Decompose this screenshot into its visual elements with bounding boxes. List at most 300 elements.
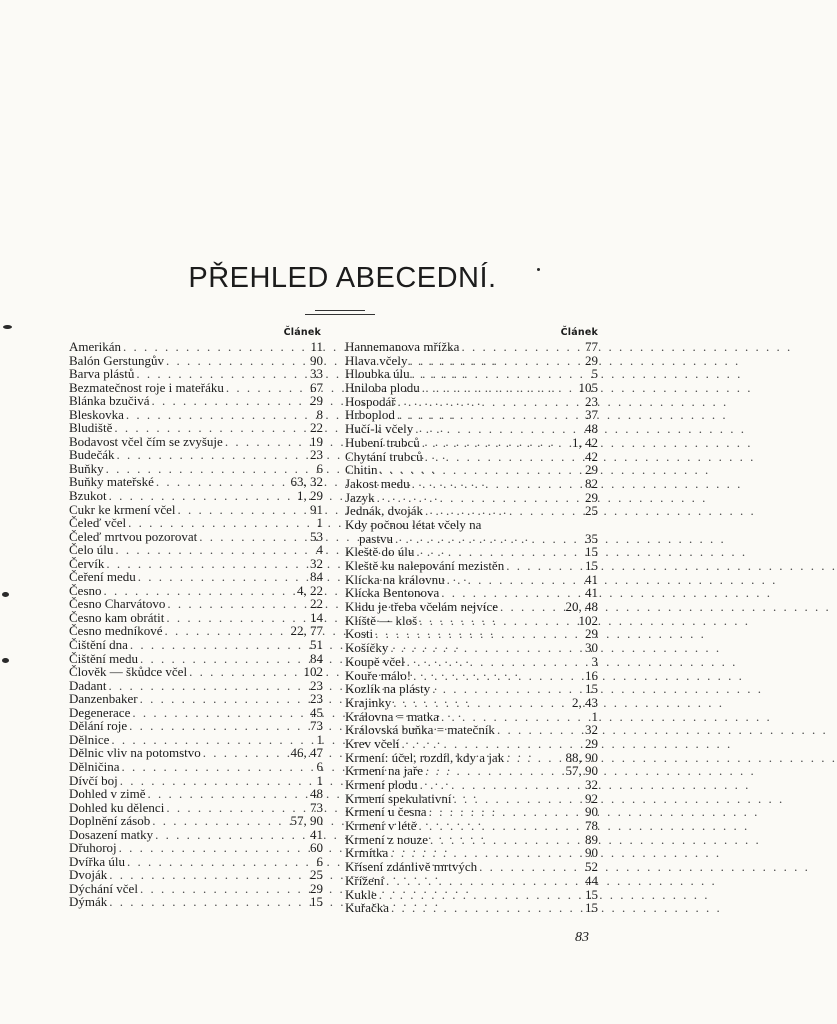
entry-article-ref: 57, 90 — [290, 813, 323, 829]
dot-leader — [150, 394, 308, 408]
entry-article-ref: 41 — [585, 585, 598, 601]
entry-term: Královská buňka = matečník — [345, 722, 495, 738]
entry-article-ref: 35 — [585, 530, 598, 546]
entry-article-ref: 44 — [585, 872, 598, 888]
index-entry — [345, 723, 598, 737]
entry-term: Dělnic vliv na potomstvo — [69, 745, 201, 761]
dot-leader — [428, 833, 582, 847]
index-entry — [345, 627, 598, 641]
index-entry — [69, 638, 323, 652]
entry-term: Bzukot — [69, 488, 107, 504]
entry-term: Kouře málo! — [345, 667, 412, 683]
dot-leader — [477, 860, 582, 874]
dot-leader — [396, 395, 582, 409]
entry-article-ref: 29 — [310, 393, 323, 409]
dot-leader — [407, 354, 582, 368]
entry-article-ref: 23 — [310, 677, 323, 693]
entry-article-ref: 48 — [310, 786, 323, 802]
entry-article-ref: 77 — [585, 339, 598, 354]
entry-article-ref: 29 — [585, 626, 598, 642]
index-entry — [69, 448, 323, 462]
entry-article-ref: 29 — [585, 735, 598, 751]
dot-leader — [138, 882, 307, 896]
dot-leader — [165, 597, 307, 611]
index-entry — [345, 901, 598, 915]
entry-article-ref: 90 — [310, 352, 323, 368]
dot-leader — [420, 436, 569, 450]
entry-term: Klidu je třeba včelám nejvíce — [345, 599, 499, 615]
index-entry — [69, 408, 323, 422]
entry-term: Koupě včel — [345, 653, 405, 669]
entry-term: Křísení zdánlivě mrtvých — [345, 859, 478, 875]
index-entry — [69, 421, 323, 435]
entry-article-ref: 105 — [578, 380, 598, 396]
index-entry — [345, 395, 598, 409]
entry-article-ref: 29 — [585, 489, 598, 505]
entry-term: pastvu — [359, 530, 393, 546]
entry-article-ref: 88, 90 — [565, 749, 598, 765]
entry-article-ref: 32 — [310, 555, 323, 571]
entry-term: Dělničina — [69, 758, 120, 774]
entry-term: Krmení z nouze — [345, 831, 429, 847]
dot-leader — [118, 774, 314, 788]
dot-leader — [445, 573, 582, 587]
entry-term: Doplnění zásob — [69, 813, 151, 829]
entry-term: Klíště — kloš — [345, 612, 418, 628]
dot-leader — [121, 340, 307, 354]
index-entry — [345, 477, 598, 491]
dot-leader — [102, 584, 295, 598]
dot-leader — [138, 652, 307, 666]
column-header: Článek — [560, 327, 598, 338]
entry-article-ref: 51 — [310, 637, 323, 653]
entry-term: Jazyk — [345, 489, 375, 505]
dot-leader — [128, 638, 307, 652]
entry-term: Barva plástů — [69, 366, 135, 382]
index-entry — [345, 819, 598, 833]
entry-article-ref: 22 — [310, 596, 323, 612]
index-entry — [69, 340, 323, 354]
index-entry — [69, 692, 323, 706]
entry-term: Košíčky — [345, 640, 389, 656]
entry-term: Danzenbaker — [69, 691, 138, 707]
index-entry — [69, 570, 323, 584]
index-entry — [69, 516, 323, 530]
entry-term: Dělnice — [69, 731, 110, 747]
dot-leader — [439, 710, 589, 724]
entry-term: Červík — [69, 555, 105, 571]
entry-article-ref: 41 — [310, 826, 323, 842]
dot-leader — [413, 422, 582, 436]
dot-leader — [125, 855, 314, 869]
index-entry — [345, 573, 598, 587]
entry-term: Bleskovka — [69, 406, 124, 422]
entry-article-ref: 3 — [591, 653, 598, 669]
entry-term: Hospodář — [345, 393, 396, 409]
entry-article-ref: 23 — [310, 691, 323, 707]
entry-article-ref: 63, 32 — [290, 474, 323, 490]
entry-article-ref: 67 — [310, 379, 323, 395]
entry-article-ref: 15 — [585, 558, 598, 573]
index-entry — [69, 828, 323, 842]
entry-term: Hannemanova mřížka — [345, 339, 460, 354]
rule-line-long — [305, 314, 375, 315]
index-column-right — [345, 326, 598, 915]
entry-term: Krmení plodu — [345, 777, 418, 792]
entry-article-ref: 92 — [585, 790, 598, 806]
entry-term: Hučí-li včely — [345, 421, 414, 437]
index-entry — [69, 882, 323, 896]
dot-leader — [410, 367, 589, 381]
entry-article-ref: 89 — [585, 831, 598, 847]
index-entry — [69, 801, 323, 815]
rule-line-short — [315, 310, 365, 311]
entry-article-ref: 57, 90 — [565, 763, 598, 779]
dot-leader — [430, 682, 582, 696]
entry-term: Jednák, dvoják — [345, 503, 423, 519]
entry-article-ref: 78 — [585, 818, 598, 834]
index-entry — [69, 611, 323, 625]
dot-leader — [391, 696, 569, 710]
entry-term: Chytání trubců — [345, 448, 423, 464]
entry-article-ref: 46, 47 — [290, 745, 323, 761]
index-entry — [69, 381, 323, 395]
page-title: PŘEHLED ABECEDNÍ. — [188, 262, 497, 294]
entry-term: Dělání roje — [69, 718, 128, 734]
entry-term: Kleště ku nalepování mezistěn — [345, 558, 505, 573]
index-entry — [345, 805, 598, 819]
entry-article-ref: 6 — [316, 460, 323, 476]
entry-article-ref: 90 — [585, 804, 598, 820]
dot-leader — [176, 503, 308, 517]
index-entry — [345, 833, 598, 847]
entry-term: Dřuhoroj — [69, 840, 117, 856]
entry-article-ref: 52 — [585, 859, 598, 875]
entry-article-ref: 20, 48 — [565, 599, 598, 615]
dot-leader — [104, 557, 307, 571]
entry-article-ref: 11 — [310, 339, 323, 354]
column-header: Článek — [283, 327, 321, 338]
entry-term: Čeleď mrtvou pozorovat — [69, 528, 198, 544]
entry-article-ref: 22 — [310, 420, 323, 436]
entry-article-ref: 84 — [310, 569, 323, 585]
index-entry — [69, 354, 323, 368]
index-entry — [345, 340, 598, 354]
dot-leader — [126, 516, 313, 530]
entry-article-ref: 37 — [585, 407, 598, 423]
dot-leader — [153, 828, 307, 842]
index-entry — [345, 860, 598, 874]
entry-article-ref: 4, 22 — [297, 582, 323, 598]
entry-article-ref: 1, 42 — [572, 434, 598, 450]
index-entry — [69, 814, 323, 828]
index-entry — [69, 367, 323, 381]
entry-article-ref: 14 — [310, 609, 323, 625]
dot-leader — [495, 723, 582, 737]
entry-article-ref: 41 — [585, 571, 598, 587]
entry-article-ref: 32 — [585, 722, 598, 738]
index-entry — [345, 655, 598, 669]
dot-leader — [504, 559, 582, 573]
dot-leader — [498, 600, 562, 614]
entry-term: Balón Gerstungův — [69, 352, 164, 368]
dot-leader — [439, 586, 582, 600]
entry-term: Dohled v zimě — [69, 786, 146, 802]
dot-leader — [377, 888, 582, 902]
index-entry — [345, 764, 598, 778]
entry-article-ref: 29 — [585, 462, 598, 478]
entry-term: Amerikán — [69, 339, 121, 354]
dot-leader — [107, 895, 307, 909]
dot-leader — [400, 737, 582, 751]
index-entry — [69, 543, 323, 557]
entry-term: Bodavost včel čím se zvyšuje — [69, 433, 223, 449]
entry-term: Buňky — [69, 460, 104, 476]
entry-term: Klícka na královnu — [345, 571, 445, 587]
entry-term: Krev včelí — [345, 735, 400, 751]
index-entry — [345, 696, 598, 710]
entry-term: Blánka bzučivá — [69, 393, 150, 409]
entry-term: Krmítka — [345, 845, 389, 861]
dot-leader — [138, 692, 307, 706]
entry-term: Dvířka úlu — [69, 853, 125, 869]
index-entry — [345, 381, 598, 395]
dot-leader — [414, 545, 582, 559]
dot-leader — [113, 543, 313, 557]
entry-article-ref: 32 — [585, 777, 598, 792]
index-entry — [69, 394, 323, 408]
dot-leader — [423, 764, 563, 778]
index-entry — [345, 504, 598, 518]
dot-leader — [163, 624, 288, 638]
entry-term: Dýmák — [69, 894, 108, 910]
index-entry — [69, 665, 323, 679]
entry-article-ref: 25 — [310, 867, 323, 883]
index-entry — [345, 641, 598, 655]
entry-term: Chitin — [345, 462, 378, 478]
index-entry — [345, 545, 598, 559]
entry-term: Česno kam obrátit — [69, 609, 165, 625]
entry-article-ref: 1 — [316, 772, 323, 788]
dot-leader — [418, 778, 582, 792]
dot-leader — [504, 751, 562, 765]
dot-leader — [224, 381, 307, 395]
dot-leader — [395, 408, 582, 422]
index-entry — [345, 614, 598, 628]
dot-leader — [459, 340, 582, 354]
entry-article-ref: 4 — [316, 542, 323, 558]
index-entry — [345, 367, 598, 381]
entry-term: Krmení v létě — [345, 818, 417, 834]
entry-article-ref: 5 — [591, 366, 598, 382]
index-entry — [69, 719, 323, 733]
entry-article-ref: 15 — [585, 886, 598, 902]
dot-leader — [420, 381, 576, 395]
index-entry — [69, 530, 323, 544]
dot-leader — [427, 805, 582, 819]
dot-leader — [112, 421, 307, 435]
dot-leader — [136, 570, 307, 584]
ink-speck — [3, 325, 12, 329]
dot-leader — [423, 450, 582, 464]
entry-article-ref: 53 — [310, 528, 323, 544]
index-entry — [345, 846, 598, 860]
entry-term: Bludiště — [69, 420, 113, 436]
dot-leader — [124, 408, 314, 422]
entry-article-ref: 29 — [310, 880, 323, 896]
index-entries-left — [69, 340, 323, 909]
entry-term: Klícka Bentonova — [345, 585, 440, 601]
dot-leader — [164, 611, 307, 625]
index-entry — [69, 746, 323, 760]
index-entry — [345, 436, 598, 450]
dot-leader — [411, 669, 582, 683]
index-entry — [69, 475, 323, 489]
index-entry — [345, 710, 598, 724]
dot-leader — [107, 489, 294, 503]
entry-term: Čeleď včel — [69, 515, 127, 531]
entry-article-ref: 45 — [310, 704, 323, 720]
entry-article-ref: 23 — [585, 393, 598, 409]
index-entry — [345, 778, 598, 792]
dot-leader — [423, 504, 582, 518]
entry-article-ref: 102 — [578, 612, 598, 628]
dot-leader — [187, 665, 300, 679]
entry-article-ref: 60 — [310, 840, 323, 856]
entry-article-ref: 91 — [310, 501, 323, 517]
entry-term: Dadant — [69, 677, 107, 693]
entry-term: Budečák — [69, 447, 115, 463]
entry-article-ref: 6 — [316, 758, 323, 774]
page-number: 83 — [575, 930, 589, 945]
dot-leader — [393, 532, 582, 546]
entry-term: Dohled ku dělenci — [69, 799, 165, 815]
entry-term: Hniloba plodu — [345, 380, 420, 396]
index-entry — [69, 774, 323, 788]
entry-term: Krajinky — [345, 694, 392, 710]
entry-article-ref: 48 — [585, 421, 598, 437]
dot-leader — [201, 746, 288, 760]
dot-leader — [107, 679, 307, 693]
index-entry — [345, 682, 598, 696]
entry-article-ref: 84 — [310, 650, 323, 666]
index-entry — [69, 841, 323, 855]
entry-article-ref: 1 — [316, 731, 323, 747]
dot-leader — [452, 792, 582, 806]
entry-term: Krmení: účel, rozdíl, kdy a jak — [345, 749, 505, 765]
entry-term: Jakost medu — [345, 475, 410, 491]
index-entry — [345, 354, 598, 368]
entry-article-ref: 42 — [585, 448, 598, 464]
index-entries-right — [345, 340, 598, 915]
dot-leader — [114, 448, 307, 462]
entry-article-ref: 33 — [310, 366, 323, 382]
entry-article-ref: 73 — [310, 718, 323, 734]
entry-term: Dívčí boj — [69, 772, 118, 788]
entry-term: Dýchání včel — [69, 880, 138, 896]
entry-article-ref: 73 — [310, 799, 323, 815]
index-entry — [345, 874, 598, 888]
entry-article-ref: 29 — [585, 352, 598, 368]
entry-term: Čištění medu — [69, 650, 138, 666]
entry-article-ref: 30 — [585, 640, 598, 656]
index-entry — [345, 600, 598, 614]
entry-term: Česno Charvátovo — [69, 596, 166, 612]
entry-term: Česno medníkové — [69, 623, 163, 639]
entry-article-ref: 22, 77 — [290, 623, 323, 639]
index-entry — [345, 586, 598, 600]
dot-leader — [384, 874, 582, 888]
entry-article-ref: 102 — [303, 664, 323, 680]
dot-leader — [388, 846, 582, 860]
entry-term: Kozlík na plásty — [345, 681, 431, 697]
index-entry — [69, 462, 323, 476]
index-entry — [69, 760, 323, 774]
entry-article-ref: 90 — [585, 845, 598, 861]
dot-leader — [154, 475, 288, 489]
entry-term: Kukle — [345, 886, 377, 902]
dot-leader — [417, 614, 575, 628]
entry-article-ref: 25 — [585, 503, 598, 519]
entry-article-ref: 15 — [585, 900, 598, 916]
dot-leader — [223, 435, 307, 449]
entry-term: Hlava včely — [345, 352, 408, 368]
index-entry — [69, 706, 323, 720]
entry-article-ref: 15 — [310, 894, 323, 910]
index-column-left — [69, 326, 323, 909]
entry-term: Dosazení matky — [69, 826, 154, 842]
entry-term: Čištění dna — [69, 637, 128, 653]
index-entry — [69, 503, 323, 517]
dot-leader — [164, 354, 307, 368]
index-entry — [345, 751, 598, 765]
index-entry — [345, 737, 598, 751]
entry-term: Čelo úlu — [69, 542, 114, 558]
dot-leader — [117, 841, 307, 855]
dot-leader — [150, 814, 287, 828]
entry-article-ref: 1 — [591, 708, 598, 724]
dot-leader — [410, 477, 582, 491]
entry-term: Buňky mateřské — [69, 474, 154, 490]
dot-leader — [134, 367, 307, 381]
entry-term: Čeření medu — [69, 569, 136, 585]
index-entry — [69, 787, 323, 801]
index-entry — [69, 557, 323, 571]
entry-term: Křížení — [345, 872, 384, 888]
dot-leader — [388, 641, 582, 655]
dot-leader — [164, 801, 307, 815]
entry-article-ref: 6 — [316, 853, 323, 869]
index-entry — [69, 679, 323, 693]
entry-article-ref: 19 — [310, 433, 323, 449]
entry-term: Hloubka úlu — [345, 366, 410, 382]
entry-term: Krmení na jaře — [345, 763, 423, 779]
index-entry — [69, 868, 323, 882]
index-entry — [69, 489, 323, 503]
entry-term: Člověk — škůdce včel — [69, 664, 188, 680]
dot-leader — [197, 530, 307, 544]
index-entry — [69, 435, 323, 449]
dot-leader — [107, 868, 307, 882]
ink-speck — [537, 268, 540, 271]
index-entry — [345, 518, 598, 532]
index-entry — [345, 532, 598, 546]
index-entry — [345, 669, 598, 683]
entry-article-ref: 1, 29 — [297, 488, 323, 504]
index-entry — [69, 597, 323, 611]
entry-article-ref: 16 — [585, 667, 598, 683]
index-entry — [69, 652, 323, 666]
